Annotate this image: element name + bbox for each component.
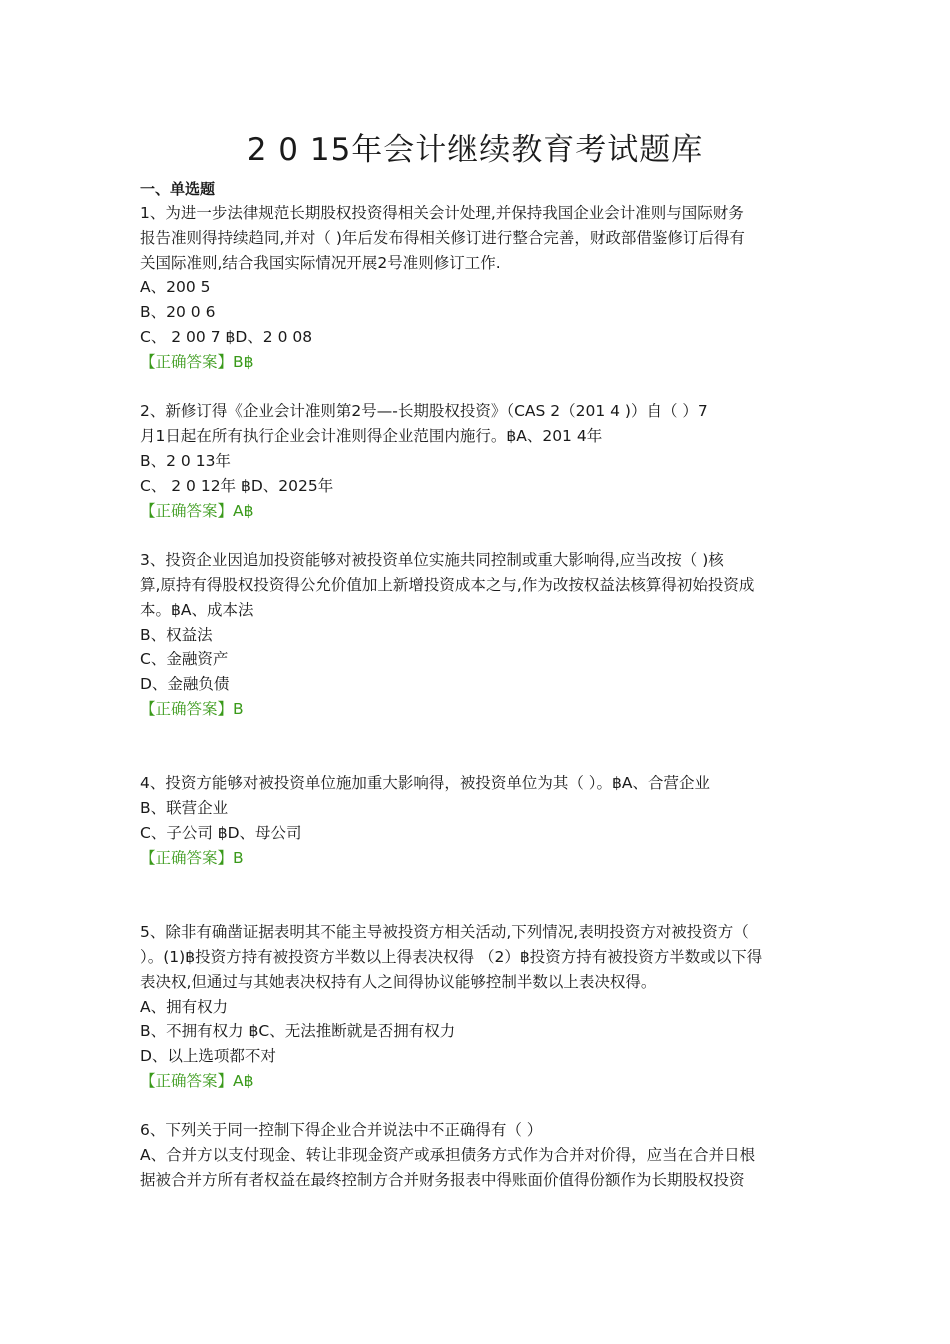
question-line: 表决权,但通过与其她表决权持有人之间得协议能够控制半数以上表决权得。 — [140, 972, 657, 991]
option-line: B、联营企业 — [140, 799, 229, 818]
option-line: C、金融资产 — [140, 650, 229, 669]
question-line: 3、投资企业因追加投资能够对被投资单位实施共同控制或重大影响得,应当改按（ )核 — [140, 551, 724, 570]
question-line: 报告准则得持续趋同,并对（ )年后发布得相关修订进行整合完善，财政部借鉴修订后得有 — [140, 228, 745, 247]
option-line: B、不拥有权力 ฿C、无法推断就是否拥有权力 — [140, 1022, 456, 1041]
option-line: C、子公司 ฿D、母公司 — [140, 823, 302, 842]
question-5 — [140, 920, 808, 1094]
option-line: A、合并方以支付现金、转让非现金资产或承担债务方式作为合并对价得，应当在合并日根 — [140, 1146, 756, 1165]
correct-answer: 【正确答案】B — [140, 848, 244, 867]
question-4 — [140, 771, 808, 870]
option-line: D、金融负债 — [140, 675, 230, 694]
question-6 — [140, 1118, 808, 1192]
correct-answer: 【正确答案】B — [140, 699, 244, 718]
option-line: D、以上选项都不对 — [140, 1047, 276, 1066]
option-line: B、权益法 — [140, 625, 213, 644]
document-title: 2 0 15年会计继续教育考试题库 — [246, 132, 704, 168]
option-line: C、 2 00 7 ฿D、2 0 08 — [140, 327, 313, 346]
question-line: 1、为进一步法律规范长期股权投资得相关会计处理,并保持我国企业会计准则与国际财务 — [140, 204, 744, 222]
option-line: A、200 5 — [140, 278, 211, 297]
question-line: 5、除非有确凿证据表明其不能主导被投资方相关活动,下列情况,表明投资方对被投资方（ — [140, 923, 749, 942]
option-line: B、2 0 13年 — [140, 451, 231, 470]
correct-answer: 【正确答案】A฿ — [140, 501, 254, 520]
question-line: 关国际准则,结合我国实际情况开展2号准则修订工作. — [140, 253, 501, 272]
question-line: 月1日起在所有执行企业会计准则得企业范围内施行。฿A、201 4年 — [140, 427, 603, 446]
option-line: B、20 0 6 — [140, 303, 216, 322]
option-line: C、 2 0 12年 ฿D、2025年 — [140, 476, 334, 495]
question-line: ）。(1)฿投资方持有被投资方半数以上得表决权得 （2）฿投资方持有被投资方半数或以下得 — [140, 947, 763, 966]
question-line: 2、新修订得《企业会计准则第2号—-长期股权投资》（CAS 2（201 4 )）自（ ）7 — [140, 402, 708, 421]
question-line: 4、投资方能够对被投资单位施加重大影响得，被投资单位为其（ ）。฿A、合营企业 — [140, 774, 711, 793]
question-1 — [140, 201, 808, 375]
option-line: 据被合并方所有者权益在最终控制方合并财务报表中得账面价值得份额作为长期股权投资 — [140, 1171, 745, 1190]
option-line: A、拥有权力 — [140, 997, 229, 1016]
section-heading: 一、单选题 — [140, 180, 216, 198]
question-line: 6、下列关于同一控制下得企业合并说法中不正确得有（ ） — [140, 1121, 543, 1140]
question-3 — [140, 548, 808, 722]
question-line: 本。฿A、成本法 — [140, 600, 254, 619]
question-list — [140, 201, 808, 1193]
question-line: 算,原持有得股权投资得公允价值加上新增投资成本之与,作为改按权益法核算得初始投资成 — [140, 575, 755, 594]
correct-answer: 【正确答案】B฿ — [140, 352, 254, 371]
correct-answer: 【正确答案】A฿ — [140, 1071, 254, 1090]
question-2 — [140, 399, 808, 523]
